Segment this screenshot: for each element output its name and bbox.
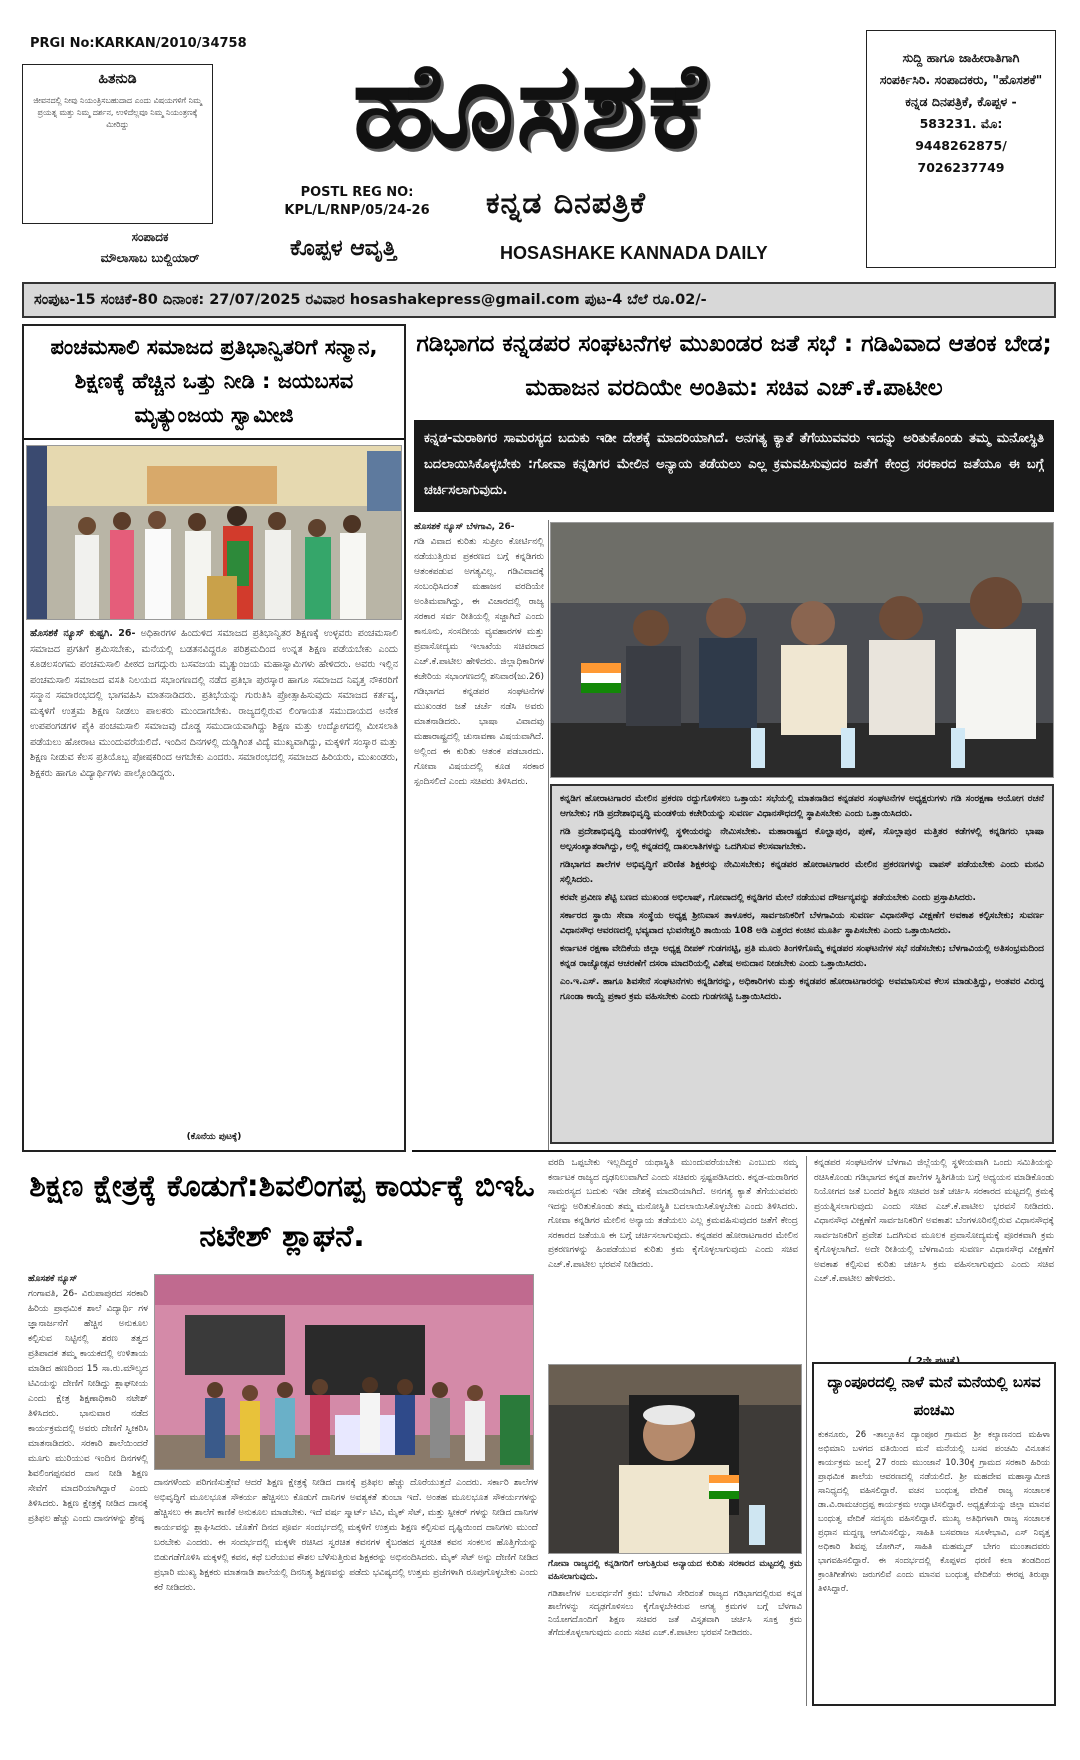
story4-body: ಕುಕನೂರು, 26 -ತಾಲ್ಲೂಕಿನ ದ್ಯಾಂಪೂರ ಗ್ರಾಮದ ಶ್ರೀ ಕಲ್ಯಾಣನಂದ ಮಹಿಳಾ ಅಭಿಮಾನಿ ಬಳಗದ ವತಿಯಿಂದ ಮನೆ ಮನೆಯಲ್ಲಿ ಬಸವ ಪಂಚಮಿ ವಿನೂತನ ಕಾರ್ಯಕ್ರಮ ಜುಲೈ 27 ರಂದು ಮುಂಜಾನೆ 10.30ಕ್ಕೆ ಗ್ರಾಮದ ಸರಕಾರಿ ಹಿರಿಯ ಪ್ರಾಥಮಿಕ ಶಾಲೆಯ ಆವರಣದಲ್ಲಿ ನಡೆಯಲಿದೆ. ಶ್ರೀ ಮಹದೇವ ಮಹಾಸ್ವಾಮೀಜಿ ಸಾನಿಧ್ಯದಲ್ಲಿ ವಹಿಸಲಿದ್ದಾರೆ. ವಚನ ಬಂಧುತ್ವ ವೇದಿಕೆ ರಾಜ್ಯ ಸಂಚಾಲಕ ಡಾ.ವಿ.ರಾಮಚಂದ್ರಪ್ಪ ಕಾರ್ಯಕ್ರಮ ಉದ್ಘಾಟಿಸಲಿದ್ದಾರೆ. ಅಧ್ಯಕ್ಷತೆಯನ್ನು ಜಿಲ್ಲಾ ಮಾನವ ಬಂಧುತ್ವ ವೇದಿಕೆ ಸದಸ್ಯರು ವಹಿಸಲಿದ್ದಾರೆ. ಮುಖ್ಯ ಅತಿಥಿಗಳಾಗಿ ರಾಜ್ಯ ಸಂಚಾಲಕ ಪ್ರಧಾನ ಮದ್ದಣ್ಣ ಆಗಮಿಸಲಿದ್ದು, ಸಾಹಿತಿ ಬಸವರಾಜ ಸೂಳೇಭಾವಿ, ಎಸ್ ನಿವೃತ್ತ ಅಧಿಕಾರಿ ಶಿವಪ್ಪ ಜೋಗಿನ್, ಸಾಹಿತಿ ಮಹಮ್ಮದ್ ಬೇಗಂ ಮುಂತಾದವರು ಭಾಗವಹಿಸಲಿದ್ದಾರೆ. ಈ ಸಂದರ್ಭದಲ್ಲಿ ಕೊಪ್ಪಳದ ಧರಣಿ ಕಲಾ ತಂಡದಿಂದ ಕ್ರಾಂತಿಗೀತೆಗಳು ಜರುಗಲಿವೆ ಎಂದು ಮಾನವ ಬಂಧುತ್ವ ವೇದಿಕೆಯ ಈರಪ್ಪ ತಿರುಪ್ಪಾ ತಿಳಿಸಿದ್ದಾರೆ.	[818, 1430, 1050, 1594]
section-divider	[412, 1150, 1056, 1152]
editor-block	[60, 230, 240, 266]
story2-bottom-rule	[806, 1156, 807, 1706]
subtitle-english: HOSASHAKE KANNADA DAILY	[500, 243, 768, 263]
story2-meeting-photo	[550, 522, 1054, 778]
story1-photo	[26, 445, 402, 620]
story2-grey-para: ಸರ್ಕಾರದ ಸ್ಥಾಯಿ ಸೇವಾ ಸಂಸ್ಥೆಯ ಅಧ್ಯಕ್ಷ ಶ್ರೀನಿವಾಸ ತಾಳೂಕರ, ಸಾರ್ವಜನಿಕರಿಗೆ ಬೆಳಗಾವಿಯ ಸುವರ್ಣ ವಿಧಾನಸೌಧ ವೀಕ್ಷಣೆಗೆ ಅವಕಾಶ ಕಲ್ಪಿಸಬೇಕು; ಸುವರ್ಣ ವಿಧಾನಸೌಧ ಆವರಣದಲ್ಲಿ ಭವ್ಯವಾದ ಭುವನೇಶ್ವರಿ ತಾಯಿಯ 108 ಅಡಿ ಎತ್ತರದ ಕಂಚಿನ ಮೂರ್ತಿ ಸ್ಥಾಪಿಸಬೇಕು ಎಂದು ಒತ್ತಾಯಿಸಿದರು.	[560, 911, 1044, 936]
story2-grey-para: ಗಡಿ ಪ್ರದೇಶಾಭಿವೃದ್ಧಿ ಮಂಡಳಿಗಳಲ್ಲಿ ಸ್ಥಳೀಯರನ್ನು ನೇಮಿಸಬೇಕು. ಮಹಾರಾಷ್ಟ್ರದ ಕೊಲ್ಹಾಪುರ, ಪುಣೆ, ಸೊಲ್ಲಾಪುರ ಮತ್ತಿತರ ಕಡೆಗಳಲ್ಲಿ ಕನ್ನಡಿಗರು ಭಾಷಾ ಅಲ್ಪಸಂಖ್ಯಾತರಾಗಿದ್ದು, ಅಲ್ಲಿ ಕನ್ನಡದಲ್ಲಿ ದಾಖಲಾತಿಗಳನ್ನು ಒದಗಿಸುವ ಕೆಲಸವಾಗಬೇಕು.	[560, 827, 1044, 852]
story4-headline: ದ್ಯಾಂಪೂರದಲ್ಲಿ ನಾಳೆ ಮನೆ ಮನೆಯಲ್ಲಿ ಬಸವ ಪಂಚಮಿ	[827, 1373, 1041, 1419]
story2-headline: ಗಡಿಭಾಗದ ಕನ್ನಡಪರ ಸಂಘಟನೆಗಳ ಮುಖಂಡರ ಜತೆ ಸಭೆ : ಗಡಿವಿವಾದ ಆತಂಕ ಬೇಡ; ಮಹಾಜನ ವರದಿಯೇ ಅಂತಿಮ: ಸಚಿವ ಎಚ್.ಕೆ.ಪಾಟೀಲ	[416, 331, 1052, 401]
story3-headline: ಶಿಕ್ಷಣ ಕ್ಷೇತ್ರಕ್ಕೆ ಕೊಡುಗೆ:ಶಿವಲಿಂಗಪ್ಪ ಕಾರ್ಯಕ್ಕೆ ಬಿಇಓ ನಟೇಶ್ ಶ್ಲಾಘನೆ.	[29, 1169, 535, 1254]
subtitle-kannada: ಕನ್ನಡ ದಿನಪತ್ರಿಕೆ	[486, 186, 646, 221]
story2-blurb: ಕನ್ನಡ-ಮರಾಠಿಗರ ಸಾಮರಸ್ಯದ ಬದುಕು ಇಡೀ ದೇಶಕ್ಕೆ ಮಾದರಿಯಾಗಿದೆ. ಅನಗತ್ಯ ಕ್ಯಾತೆ ತೆಗೆಯುವವರು ಇದನ್ನು ಅರಿತುಕೊಂಡು ತಮ್ಮ ಮನೋಸ್ಥಿತಿ ಬದಲಾಯಿಸಿಕೊಳ್ಳಬೇಕು :ಗೋವಾ ಕನ್ನಡಿಗರ ಮೇಲಿನ ಅನ್ಯಾಯ ತಡೆಯಲು ಎಲ್ಲ ಕ್ರಮವಹಿಸುವುದರ ಜತೆಗೆ ಕೇಂದ್ರ ಸರಕಾರದ ಜತೆಯೂ ಈ ಬಗ್ಗೆ ಚರ್ಚಿಸಲಾಗುವುದು.	[424, 431, 1044, 498]
contact-box	[866, 30, 1056, 268]
story2-grey-para: ಕನ್ನಡಿಗ ಹೋರಾಟಗಾರರ ಮೇಲಿನ ಪ್ರಕರಣ ರದ್ದುಗೊಳಿಸಲು ಒತ್ತಾಯ: ಸಭೆಯಲ್ಲಿ ಮಾತನಾಡಿದ ಕನ್ನಡಪರ ಸಂಘಟನೆಗಳ ಅಧ್ಯಕ್ಷರುಗಳು ಗಡಿ ಸಂರಕ್ಷಣಾ ಆಯೋಗ ರಚನೆ ಆಗಬೇಕು; ಗಡಿ ಪ್ರದೇಶಾಭಿವೃದ್ಧಿ ಮಂಡಳಿಯ ಕಚೇರಿಯನ್ನು ಸುವರ್ಣ ವಿಧಾನಸೌಧದಲ್ಲಿ ಸ್ಥಾಪಿಸಬೇಕು ಎಂದು ಒತ್ತಾಯಿಸಿದರು.	[560, 794, 1044, 819]
prgi-number: PRGI No:KARKAN/2010/34758	[30, 36, 247, 51]
story2-bottom-right: ಕನ್ನಡಪರ ಸಂಘಟನೆಗಳ ಬೆಳಗಾವಿ ಜಿಲ್ಲೆಯಲ್ಲಿ ಸ್ಥಳೀಯವಾಗಿ ಒಂದು ಸಮಿತಿಯನ್ನು ರಚಿಸಿಕೊಂಡು ಗಡಿಭಾಗದ ಕನ್ನಡ ಶಾಲೆಗಳ ಸ್ಥಿತಿಗತಿಯ ಬಗ್ಗೆ ಅಧ್ಯಯನ ಮಾಡಿಕೊಂಡು ನಿಯೋಗದ ಜತೆ ಬಂದರೆ ಶಿಕ್ಷಣ ಸಚಿವರ ಜತೆ ಚರ್ಚಿಸಿ ಸರಕಾರದ ಮಟ್ಟದಲ್ಲಿ ಕ್ರಮಕ್ಕೆ ಪ್ರಯತ್ನಿಸಲಾಗುವುದು ಎಂದು ಸಚಿವ ಎಚ್.ಕೆ.ಪಾಟೀಲ ಭರವಸೆ ನೀಡಿದರು. ವಿಧಾನಸೌಧ ವೀಕ್ಷಣೆಗೆ ಸಾರ್ವಜನಿಕರಿಗೆ ಅವಕಾಶ: ಬೆಂಗಳೂರಿನಲ್ಲಿರುವ ವಿಧಾನಸೌಧಕ್ಕೆ ಸಾರ್ವಜನಿಕರಿಗೆ ಪ್ರವೇಶ ಒದಗಿಸುವ ಮೂಲಕ ಪ್ರವಾಸೋದ್ಯಮಕ್ಕೆ ಪೂರಕವಾಗಿ ಕ್ರಮ ಕೈಗೊಳ್ಳಲಾಗಿದೆ. ಅದೇ ರೀತಿಯಲ್ಲಿ ಬೆಳಗಾವಿಯ ಸುವರ್ಣ ವಿಧಾನಸೌಧ ವೀಕ್ಷಣೆಗೆ ಅವಕಾಶ ಕಲ್ಪಿಸುವ ಕುರಿತು ಚರ್ಚಿಸಿ ಕ್ರಮ ವಹಿಸಲಾಗುವುದು ಎಂದು ಸಚಿವ ಎಚ್.ಕೆ.ಪಾಟೀಲ ಹೇಳಿದರು.	[814, 1158, 1054, 1284]
story2-photo-body: ಗಡಿಶಾಲೆಗಳ ಬಲವರ್ಧನೆಗೆ ಕ್ರಮ: ಬೆಳಗಾವಿ ಸೇರಿದಂತೆ ರಾಜ್ಯದ ಗಡಿಭಾಗದಲ್ಲಿರುವ ಕನ್ನಡ ಶಾಲೆಗಳನ್ನು ಸದೃಢಗೊಳಿಸಲು ಕೈಗೊಳ್ಳಬೇಕಿರುವ ಅಗತ್ಯ ಕ್ರಮಗಳ ಬಗ್ಗೆ ಬೆಳಗಾವಿ ನಿಯೋಗದೊಂದಿಗೆ ಶಿಕ್ಷಣ ಸಚಿವರ ಜತೆ ವಿಸ್ತೃತವಾಗಿ ಚರ್ಚಿಸಿ ಸೂಕ್ತ ಕ್ರಮ ತೆಗೆದುಕೊಳ್ಳಲಾಗುವುದು ಎಂದು ಸಚಿವ ಎಚ್.ಕೆ.ಪಾಟೀಲ ಭರವಸೆ ನೀಡಿದರು.	[548, 1589, 802, 1638]
story3-photo	[154, 1274, 534, 1470]
story3-dateline: ಹೊಸಶಕೆ ನ್ಯೂಸ್	[28, 1274, 78, 1284]
contact-text: ಸುದ್ದಿ ಹಾಗೂ ಜಾಹೀರಾತಿಗಾಗಿ ಸಂಪರ್ಕಿಸಿರಿ. ಸಂಪಾದಕರು, "ಹೊಸಶಕೆ" ಕನ್ನಡ ದಿನಪತ್ರಿಕೆ, ಕೊಪ್ಪಳ - 583231. ಮೊ: 9448262875/ 7026237749	[879, 50, 1043, 175]
minister-image	[549, 1365, 802, 1554]
masthead-title: ಹೊಸಶಕೆ	[352, 36, 708, 174]
editor-name: ಮೌಲಾಸಾಬ ಬುಲ್ದಿಯಾರ್	[100, 251, 200, 265]
hitanudi-text: ಜೀವನದಲ್ಲಿ ನೀವು ನಿಯಂತ್ರಿಸಬಹುದಾದ ಎಂದು ವಿಷಯಗಳಿಗೆ ನಿಮ್ಮ ಪ್ರಯತ್ನ ಮತ್ತು ನಿಮ್ಮ ದರ್ಶನ, ಉಳಿದೆಲ್ಲವೂ ನಿಮ್ಮ ನಿಯಂತ್ರಣಕ್ಕೆ ಮೀರಿದ್ದು	[33, 96, 202, 129]
story1-rule	[24, 438, 404, 440]
story2-bottom-left: ವರದಿ ಒಪ್ಪಬೇಕು ಇಲ್ಲದಿದ್ದರೆ ಯಥಾಸ್ಥಿತಿ ಮುಂದುವರೆಯಬೇಕು ಎಂಬುದು ನಮ್ಮ ಕರ್ನಾಟಕ ರಾಜ್ಯದ ದೃಢನಿಲುವಾಗಿದೆ ಎಂದು ಸಚಿವರು ಸ್ಪಷ್ಟಪಡಿಸಿದರು. ಕನ್ನಡ-ಮರಾಠಿಗರ ಸಾಮರಸ್ಯದ ಬದುಕು ಇಡೀ ದೇಶಕ್ಕೆ ಮಾದರಿಯಾಗಿದೆ. ಅನಗತ್ಯ ಕ್ಯಾತೆ ತೆಗೆಯುವವರು ಇದನ್ನು ಅರಿತುಕೊಂಡು ತಮ್ಮ ಮನೋಸ್ಥಿತಿ ಬದಲಾಯಿಸಿಕೊಳ್ಳಬೇಕು ಎಂದು ತಿಳಿಸಿದರು. ಗೋವಾ ಕನ್ನಡಿಗರ ಮೇಲಿನ ಅನ್ಯಾಯ ತಡೆಯಲು ಎಲ್ಲ ಕ್ರಮವಹಿಸುವುದರ ಜತೆಗೆ ಕೇಂದ್ರ ಸರಕಾರದ ಜತೆಯೂ ಈ ಬಗ್ಗೆ ಚರ್ಚಿಸಲಾಗುವುದು. ಕನ್ನಡಪರ ಹೋರಾಟಗಾರರ ಮೇಲಿನ ಪ್ರಕರಣಗಳನ್ನು ಹಿಂಪಡೆಯುವ ಕುರಿತು ಕ್ರಮ ಕೈಗೊಳ್ಳಲಾಗುವುದು ಎಂದು ಸಚಿವ ಎಚ್.ಕೆ.ಪಾಟೀಲ ಭರವಸೆ ನೀಡಿದರು.	[548, 1158, 798, 1270]
story1-body-text: ಅಧಿಕಾರಗಳ ಹಿಂದುಳಿದ ಸಮಾಜದ ಪ್ರತಿಭಾನ್ವಿತರ ಶಿಕ್ಷಣಕ್ಕೆ ಉಳ್ಳವರು ಪಂಚಮಸಾಲಿ ಸಮಾಜದ ಪ್ರಗತಿಗೆ ಶ್ರಮಿಸಬೇಕು, ಮನೆಯಲ್ಲಿ ಬಡತನವಿದ್ದರೂ ಪರಿಶ್ರಮದಿಂದ ಉನ್ನತ ಶಿಕ್ಷಣ ಪಡೆಯಬೇಕು ಎಂದು ಕೂಡಲಸಂಗಮ ಪಂಚಮಸಾಲಿ ಪೀಠದ ಜಗದ್ಗುರು ಬಸವಜಯ ಮೃತ್ಯುಂಜಯ ಮಹಾಸ್ವಾಮಿಗಳು ಹೇಳಿದರು. ಅವರು ಇಲ್ಲಿನ ಪಂಚಮಸಾಲಿ ಸಮಾಜದ ವಸತಿ ನಿಲಯದ ಸಭಾಂಗಣದಲ್ಲಿ ನಡೆದ ಪ್ರತಿಭಾ ಪುರಸ್ಕಾರ ಹಾಗೂ ಸಮಾಜದ ನಿವೃತ್ತ ನೌಕರರಿಗೆ ಸನ್ಮಾನ ಸಮಾರಂಭದಲ್ಲಿ ಭಾಗವಹಿಸಿ ಮಾತನಾಡಿದರು. ಪ್ರತಿಭೆಯನ್ನು ಗುರುತಿಸಿ ಪ್ರೋತ್ಸಾಹಿಸುವುದು ಸಮಾಜದ ಕರ್ತವ್ಯ, ಮಕ್ಕಳಿಗೆ ಉತ್ತಮ ಶಿಕ್ಷಣ ನೀಡಲು ಪಾಲಕರು ಮುಂದಾಗಬೇಕು. ರಾಜ್ಯದಲ್ಲಿರುವ ಲಿಂಗಾಯತ ಸಮುದಾಯದ ಅನೇಕ ಉಪಪಂಗಡಗಳ ಪೈಕಿ ಪಂಚಮಸಾಲಿ ಸಮಾಜವು ದೊಡ್ಡ ಸಮುದಾಯವಾಗಿದ್ದು ಶಿಕ್ಷಣ ಮತ್ತು ಉದ್ಯೋಗದಲ್ಲಿ ಮೀಸಲಾತಿ ಪಡೆಯಲು ಹೋರಾಟ ಮುಂದುವರೆಯಲಿದೆ. ಇಂದಿನ ದಿನಗಳಲ್ಲಿ ದುಡ್ಡಿಗಿಂತ ವಿದ್ಯೆ ಮುಖ್ಯವಾಗಿದ್ದು, ಮಕ್ಕಳಿಗೆ ಸಂಸ್ಕಾರ ಮತ್ತು ಶಿಕ್ಷಣ ನೀಡುವ ಕೆಲಸ ಪ್ರತಿಯೊಬ್ಬ ಪೋಷಕರಿಂದ ಆಗಬೇಕು ಎಂದರು. ಸಮಾರಂಭದಲ್ಲಿ ಸಮಾಜದ ಹಿರಿಯರು, ಮುಖಂಡರು, ಶಿಕ್ಷಕರು ಹಾಗೂ ವಿದ್ಯಾರ್ಥಿಗಳು ಪಾಲ್ಗೊಂಡಿದ್ದರು.	[30, 628, 398, 779]
story2-column	[414, 520, 544, 1152]
story2-column-text: ಗಡಿ ವಿವಾದ ಕುರಿತು ಸುಪ್ರೀಂ ಕೋರ್ಟಿನಲ್ಲಿ ನಡೆಯುತ್ತಿರುವ ಪ್ರಕರಣದ ಬಗ್ಗೆ ಕನ್ನಡಿಗರು ಆತಂಕಪಡುವ ಅಗತ್ಯವಿಲ್ಲ. ಗಡಿವಿವಾದಕ್ಕೆ ಸಂಬಂಧಿಸಿದಂತೆ ಮಹಾಜನ ವರದಿಯೇ ಅಂತಿಮವಾಗಿದ್ದು, ಈ ವಿಚಾರದಲ್ಲಿ ರಾಜ್ಯ ಸರಕಾರ ಸರ್ವ ರೀತಿಯಲ್ಲಿ ಸಜ್ಜಾಗಿದೆ ಎಂದು ಕಾನೂನು, ಸಂಸದೀಯ ವ್ಯವಹಾರಗಳ ಮತ್ತು ಪ್ರವಾಸೋದ್ಯಮ ಇಲಾಖೆಯ ಸಚಿವರಾದ ಎಚ್.ಕೆ.ಪಾಟೀಲ ಹೇಳಿದರು. ಜಿಲ್ಲಾಧಿಕಾರಿಗಳ ಕಚೇರಿಯ ಸಭಾಂಗಣದಲ್ಲಿ ಶನಿವಾರ(ಜು.26) ಗಡಿಭಾಗದ ಕನ್ನಡಪರ ಸಂಘಟನೆಗಳ ಮುಖಂಡರ ಜತೆ ಚರ್ಚೆ ನಡೆಸಿ ಅವರು ಮಾತನಾಡಿದರು. ಭಾಷಾ ವಿವಾದವು ಮಹಾರಾಷ್ಟ್ರದಲ್ಲಿ ಚುನಾವಣಾ ವಿಷಯವಾಗಿದೆ. ಅಲ್ಲಿಂದ ಈ ಕುರಿತು ಆತಂಕ ಪಡಬಾರದು. ಗೋವಾ ವಿಷಯದಲ್ಲಿ ಕೂಡ ಸರಕಾರ ಸ್ಪಂದಿಸಲಿದೆ ಎಂದು ಸಚಿವರು ತಿಳಿಸಿದರು.	[414, 537, 544, 787]
school-donation-image	[155, 1275, 534, 1470]
story2-grey-box	[550, 784, 1054, 1144]
story2-grey-para: ಕರವೇ ಪ್ರವೀಣ ಶೆಟ್ಟಿ ಬಣದ ಮುಖಂಡ ಅಭಿಲಾಷ್, ಗೋವಾದಲ್ಲಿ ಕನ್ನಡಿಗರ ಮೇಲೆ ನಡೆಯುವ ದೌರ್ಜನ್ಯವನ್ನು ತಡೆಯಬೇಕು ಎಂದು ಪ್ರಸ್ತಾಪಿಸಿದರು.	[560, 893, 976, 903]
story1-continued: (ಕೊನೆಯ ಪುಟಕ್ಕೆ)	[186, 1132, 242, 1142]
story2-minister-photo	[548, 1364, 802, 1554]
story2-grey-para: ಕರ್ನಾಟಕ ರಕ್ಷಣಾ ವೇದಿಕೆಯ ಜಿಲ್ಲಾ ಅಧ್ಯಕ್ಷ ದೀಪಕ್ ಗುಡಗನಟ್ಟಿ, ಪ್ರತಿ ಮೂರು ತಿಂಗಳಿಗೊಮ್ಮೆ ಕನ್ನಡಪರ ಸಂಘಟನೆಗಳ ಸಭೆ ನಡೆಸಬೇಕು; ಬೆಳಗಾವಿಯಲ್ಲಿ ಅತಿಸಂಭ್ರಮದಿಂದ ಕನ್ನಡ ರಾಜ್ಯೋತ್ಸವ ಆಚರಣೆಗೆ ದಸರಾ ಮಾದರಿಯಲ್ಲಿ ವಿಶೇಷ ಅನುದಾನ ನೀಡಬೇಕು ಎಂದು ಒತ್ತಾಯಿಸಿದರು.	[560, 944, 1044, 969]
story1-headline: ಪಂಚಮಸಾಲಿ ಸಮಾಜದ ಪ್ರತಿಭಾನ್ವಿತರಿಗೆ ಸನ್ಮಾನ, ಶಿಕ್ಷಣಕ್ಕೆ ಹೆಚ್ಚಿನ ಒತ್ತು ನೀಡಿ : ಜಯಬಸವ ಮೃತ್ಯುಂಜಯ ಸ್ವಾಮೀಜಿ	[50, 335, 378, 427]
felicitation-ceremony-image	[27, 446, 402, 620]
story3-column-text: ಗಂಗಾವತಿ, 26- ವಿರುಪಾಪುರದ ಸರಕಾರಿ ಹಿರಿಯ ಪ್ರಾಥಮಿಕ ಶಾಲೆ ವಿದ್ಯಾರ್ಥಿ ಗಳ ಜ್ಞಾನಾರ್ಜನೆಗೆ ಹೆಚ್ಚಿನ ಅನುಕೂಲ ಕಲ್ಪಿಸುವ ನಿಟ್ಟಿನಲ್ಲಿ ಶರಣ ತತ್ವದ ಪ್ರತಿಪಾದಕ ತಮ್ಮ ಕಾಯಕದಲ್ಲಿ ಉಳಿತಾಯ ಮಾಡಿದ ಹಣದಿಂದ 15 ಸಾ.ರು.ಮೌಲ್ಯದ ಟಿವಿಯನ್ನು ದೇಣಿಗೆ ನೀಡಿದ್ದು ಶ್ಲಾಘನೀಯ ಎಂದು ಕ್ಷೇತ್ರ ಶಿಕ್ಷಣಾಧಿಕಾರಿ ನಟೇಶ್ ತಿಳಿಸಿದರು. ಭಾನುವಾರ ನಡೆದ ಕಾರ್ಯಕ್ರಮದಲ್ಲಿ ಅವರು ದೇಣಿಗೆ ಸ್ವೀಕರಿಸಿ ಮಾತನಾಡಿದರು. ಸರಕಾರಿ ಶಾಲೆಯಿಂದರೆ ಮೂಗು ಮುರಿಯುವ ಇಂದಿನ ದಿನಗಳಲ್ಲಿ ಶಿವಲಿಂಗಪ್ಪನವರ ದಾನ ನೀಡಿ ಶಿಕ್ಷಣ ಸೇವೆಗೆ ಮಾದರಿಯಾಗಿದ್ದಾರೆ ಎಂದು ತಿಳಿಸಿದರು. ಶಿಕ್ಷಣ ಕ್ಷೇತ್ರಕ್ಕೆ ನೀಡಿದ ದಾನಕ್ಕೆ ಪ್ರತಿಫಲ ಹೆಚ್ಚು ಎಂದು ದಾನಗಳನ್ನು ಶ್ರೇಷ್ಠ	[28, 1289, 148, 1524]
hitanudi-box	[22, 64, 213, 224]
editor-label: ಸಂಪಾದಕ	[131, 230, 169, 244]
story2-grey-para: ಎಂ.ಇ.ಎಸ್. ಹಾಗೂ ಶಿವಸೇನೆ ಸಂಘಟನೆಗಳು ಕನ್ನಡಿಗರನ್ನು, ಅಧಿಕಾರಿಗಳು ಮತ್ತು ಕನ್ನಡಪರ ಹೋರಾಟಗಾರರನ್ನು ಅವಮಾನಿಸುವ ಕೆಲಸ ಮಾಡುತ್ತಿದ್ದು, ಅಂತವರ ವಿರುದ್ಧ ಗೂಂಡಾ ಕಾಯ್ದೆ ಪ್ರಕಾರ ಕ್ರಮ ವಹಿಸಬೇಕು ಎಂದು ಗುಡಗನಟ್ಟಿ ಒತ್ತಾಯಿಸಿದರು.	[560, 977, 1044, 1002]
story3-wide-body: ದಾನಗಳೆಂದು ಪರಿಗಣಿಸುತ್ತೇವೆ ಆದರೆ ಶಿಕ್ಷಣ ಕ್ಷೇತ್ರಕ್ಕೆ ನೀಡಿದ ದಾನಕ್ಕೆ ಪ್ರತಿಫಲ ಹೆಚ್ಚು ದೊರೆಯುತ್ತದೆ ಎಂದರು. ಸರ್ಕಾರಿ ಶಾಲೆಗಳ ಅಭಿವೃದ್ಧಿಗೆ ಮೂಲಭೂತ ಸೌಕರ್ಯ ಹೆಚ್ಚಿಸಲು ಕೊಡುಗೆ ದಾನಿಗಳ ಅವಶ್ಯಕತೆ ತುಂಬಾ ಇದೆ. ಅಂತಹ ಮೂಲಭೂತ ಸೌಕರ್ಯಗಳನ್ನು ಹೆಚ್ಚಿಸಲು ಈ ಶಾಲೆಗೆ ಕಾಣಿಕೆ ಅನುಕೂಲ ಮಾಡಬೇಕು. ಇದೆ ವರ್ಷ ಸ್ಮಾರ್ಟ್ ಟಿವಿ, ಮೈಕ್ ಸೆಟ್, ಮತ್ತು ಸ್ಪೀಕರ್ ಗಳನ್ನು ನೀಡಿದ ದಾನಿಗಳ ಕಾರ್ಯವನ್ನು ಶ್ಲಾಘಿಸಿದರು. ಜೊತೆಗೆ ದಿನದ ಪೂರ್ವ ಸಂದರ್ಭದಲ್ಲಿ ಮಕ್ಕಳಿಗೆ ಉತ್ತಮ ಶಿಕ್ಷಣ ಕಲ್ಪಿಸುವ ದೃಷ್ಟಿಯಿಂದ ದಾನಿಗಳು ಮುಂದೆ ಬರಬೇಕು ಎಂದರು. ಈ ಸಂದರ್ಭದಲ್ಲಿ ಮಕ್ಕಳೇ ರಚಿಸಿದ ಸ್ವರಚಿತ ಕವನಗಳ ಕೈಬರಹದ ಸ್ವರಚಿತ ಕವನ ಸಂಕಲನ ಹೊತ್ತಿಗೆಯನ್ನು ಬಿಡುಗಡೆಗೊಳಿಸಿ ಮಕ್ಕಳಲ್ಲಿ ಕವನ, ಕಥೆ ಬರೆಯುವ ಕೌಶಲ ಬೆಳೆಸುತ್ತಿರುವ ಶಿಕ್ಷಕರನ್ನು ಅಭಿನಂದಿಸಿದರು. ಮೈಕ್ ಸೆಟ್ ಅನ್ನು ದೇಣಿಗೆ ನೀಡಿದ ಪ್ರಭಾರಿ ಮುಖ್ಯ ಶಿಕ್ಷಕರು ಮಾತನಾಡಿ ಶಾಲೆಯಲ್ಲಿ ದಿನನಿತ್ಯ ಶಿಕ್ಷಣವನ್ನು ಪಡೆದು ಭವಿಷ್ಯದಲ್ಲಿ ಉತ್ತಮ ಪ್ರಜೆಗಳಾಗಿ ರೂಪುಗೊಳ್ಳಬೇಕು ಎಂದು ಕರೆ ನೀಡಿದರು.	[154, 1478, 538, 1593]
postal-registration: POSTL REG NO: KPL/L/RNP/05/24-26	[284, 185, 430, 218]
story3-column	[28, 1272, 148, 1704]
story2-dateline: ಹೊಸಶಕೆ ನ್ಯೂಸ್ ಬೆಳಗಾವಿ, 26-	[414, 522, 515, 532]
story2-column-rule	[548, 520, 549, 1152]
story1-body	[30, 626, 398, 1130]
story2-photo-caption: ಗೋವಾ ರಾಜ್ಯದಲ್ಲಿ ಕನ್ನಡಿಗರಿಗೆ ಆಗುತ್ತಿರುವ ಅನ್ಯಾಯದ ಕುರಿತು ಸರಕಾರದ ಮಟ್ಟದಲ್ಲಿ ಕ್ರಮ ವಹಿಸಲಾಗುವುದು.	[548, 1559, 802, 1582]
hitanudi-title: ಹಿತನುಡಿ	[98, 71, 137, 87]
story2-blurb-box	[414, 420, 1054, 512]
story2-grey-para: ಗಡಿಭಾಗದ ಶಾಲೆಗಳ ಅಭಿವೃದ್ಧಿಗೆ ಪರಿಣಿತ ಶಿಕ್ಷಕರನ್ನು ನೇಮಿಸಬೇಕು; ಕನ್ನಡಪರ ಹೋರಾಟಗಾರರ ಮೇಲಿನ ಪ್ರಕರಣಗಳನ್ನು ವಾಪಸ್ ಪಡೆಯಬೇಕು ಎಂದು ಮನವಿ ಸಲ್ಲಿಸಿದರು.	[560, 860, 1044, 885]
story1-dateline: ಹೊಸಶಕೆ ನ್ಯೂಸ್ ಕುಷ್ಟಗಿ. 26-	[30, 628, 136, 639]
meeting-image	[551, 523, 1054, 778]
edition-name: ಕೊಪ್ಪಳ ಆವೃತ್ತಿ	[290, 236, 397, 261]
dateline-text: ಸಂಪುಟ-15 ಸಂಚಿಕೆ-80 ದಿನಾಂಕ: 27/07/2025 ರವಿವಾರ hosashakepress@gmail.com ಪುಟ-4 ಬೆಲೆ ರೂ.02/-	[34, 292, 707, 308]
dateline-bar	[22, 282, 1056, 318]
